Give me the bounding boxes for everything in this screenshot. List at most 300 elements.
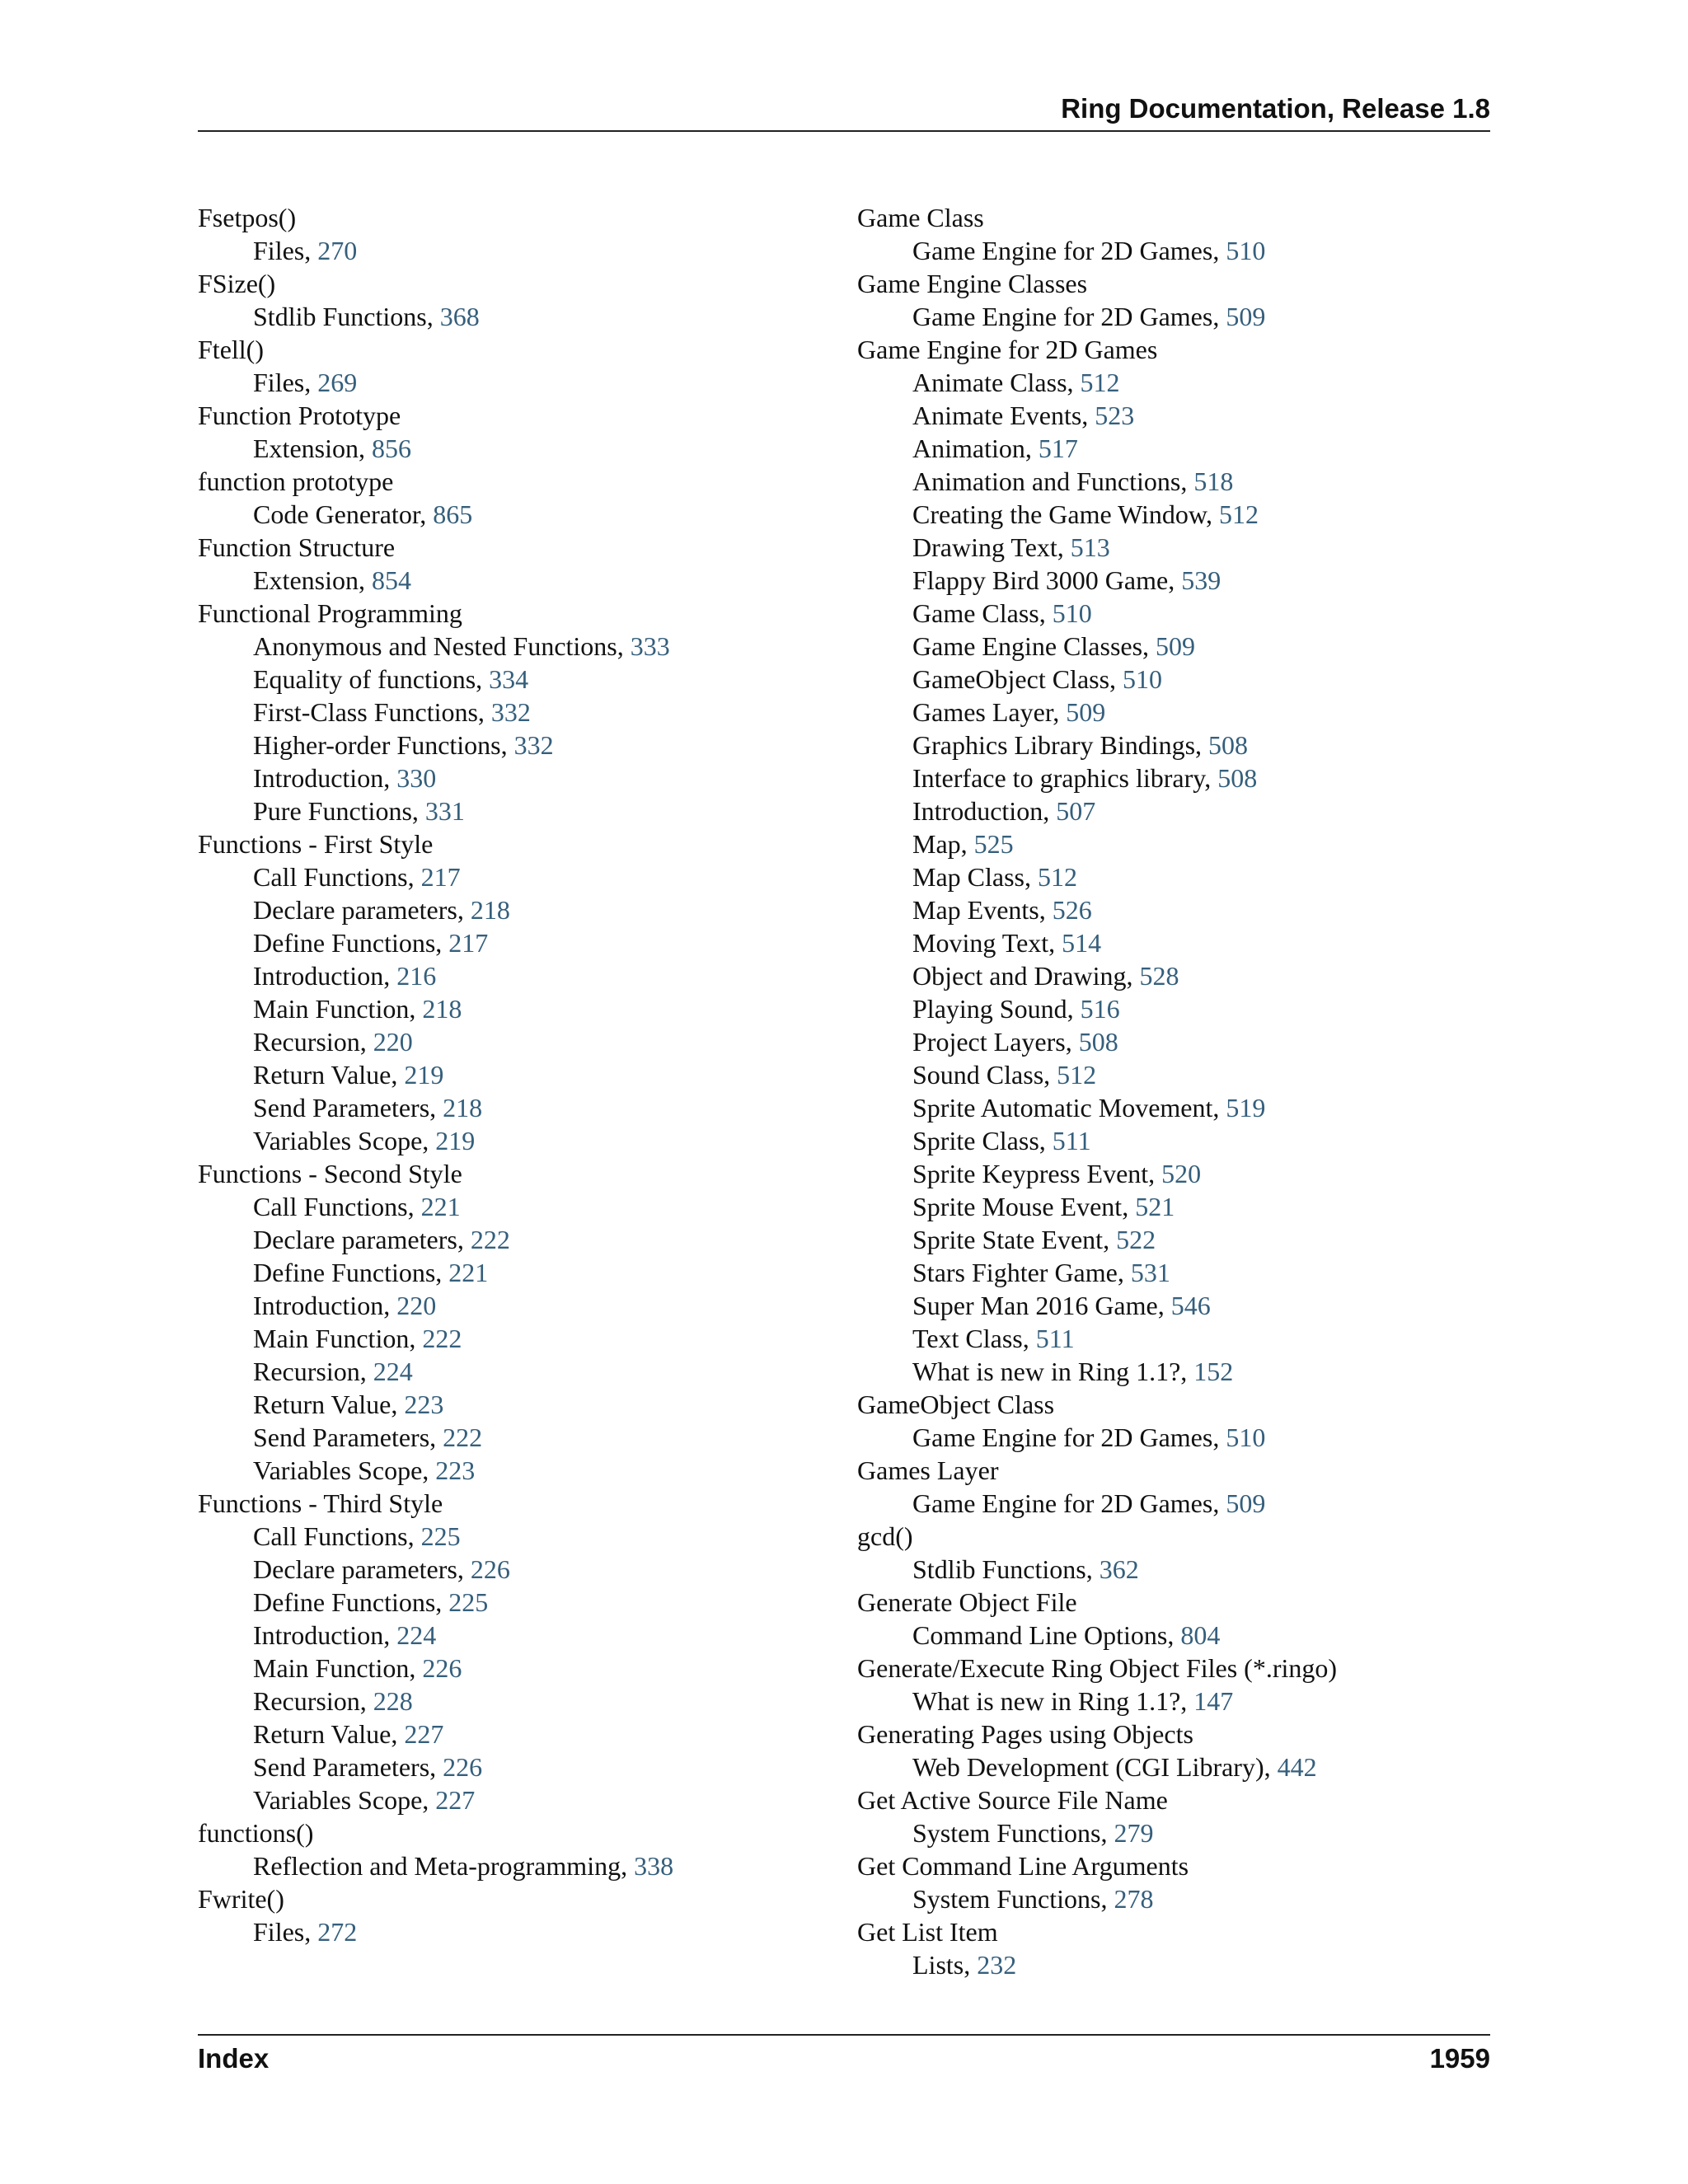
footer-rule: [198, 2034, 1490, 2036]
page-link[interactable]: 152: [1193, 1357, 1234, 1386]
subentry-label: Game Engine for 2D Games: [912, 236, 1213, 265]
subentry-separator: ,: [304, 1917, 318, 1947]
index-term: Functions - Second Style: [198, 1159, 462, 1188]
page-link[interactable]: 226: [443, 1752, 483, 1782]
footer-section: Index: [198, 2043, 270, 2074]
page-link[interactable]: 865: [433, 499, 473, 529]
index-column-right: [857, 201, 1490, 1981]
page-link[interactable]: 512: [1080, 368, 1120, 397]
subentry-separator: ,: [304, 236, 318, 265]
subentry-label: Project Layers: [912, 1027, 1066, 1057]
subentry-separator: ,: [1117, 1258, 1131, 1287]
subentry-separator: ,: [1204, 763, 1218, 793]
subentry-separator: ,: [1039, 895, 1053, 925]
index-subentry: [857, 696, 1490, 729]
running-header: [198, 92, 1490, 125]
page-link[interactable]: 218: [422, 994, 462, 1024]
subentry-separator: ,: [435, 1258, 449, 1287]
index-subentry: [857, 1553, 1490, 1586]
subentry-label: Animate Class: [912, 368, 1067, 397]
index-term: Function Prototype: [198, 401, 401, 430]
page-link[interactable]: 221: [448, 1258, 489, 1287]
subentry-separator: ,: [1180, 1357, 1194, 1386]
index-subentry: [857, 1025, 1490, 1058]
index-subentry: [857, 234, 1490, 267]
index-subentry: [857, 762, 1490, 794]
page-link[interactable]: 218: [443, 1093, 483, 1122]
page-link[interactable]: 508: [1217, 763, 1258, 793]
page-link[interactable]: 333: [630, 631, 670, 661]
index-subentry: [857, 729, 1490, 762]
index-subentry: [198, 1454, 841, 1487]
index-subentry: [857, 794, 1490, 827]
index-subentry: [198, 794, 841, 827]
page-link[interactable]: 518: [1193, 466, 1234, 496]
index-subentry: [198, 1289, 841, 1322]
subentry-label: Declare parameters: [253, 1225, 457, 1254]
index-subentry: [857, 432, 1490, 465]
index-term: Functional Programming: [198, 598, 462, 628]
index-subentry: [198, 1124, 841, 1157]
page-link[interactable]: 509: [1156, 631, 1196, 661]
page-link[interactable]: 218: [470, 895, 510, 925]
page-link[interactable]: 539: [1181, 565, 1221, 595]
index-subentry: [198, 1190, 841, 1223]
subentry-separator: ,: [411, 796, 425, 826]
running-footer: [198, 2042, 1490, 2075]
page-link[interactable]: 517: [1038, 434, 1078, 463]
page-link[interactable]: 508: [1078, 1027, 1118, 1057]
subentry-label: Define Functions: [253, 928, 436, 958]
index-subentry: [198, 1915, 841, 1948]
page-link[interactable]: 330: [396, 763, 437, 793]
page-link[interactable]: 509: [1066, 697, 1106, 727]
page-link[interactable]: 270: [317, 236, 358, 265]
subentry-label: Web Development (CGI Library): [912, 1752, 1264, 1782]
page-link[interactable]: 226: [422, 1653, 462, 1683]
subentry-label: Map Events: [912, 895, 1039, 925]
page-link[interactable]: 216: [396, 961, 437, 991]
subentry-label: Command Line Options: [912, 1620, 1168, 1650]
index-subentry: [198, 696, 841, 729]
page-link[interactable]: 220: [396, 1291, 437, 1320]
subentry-separator: ,: [1057, 532, 1071, 562]
page-link[interactable]: 510: [1052, 598, 1092, 628]
subentry-label: Moving Text: [912, 928, 1049, 958]
subentry-separator: ,: [1148, 1159, 1162, 1188]
page-link[interactable]: 332: [490, 697, 531, 727]
index-term: Generate/Execute Ring Object Files (*.ringo): [857, 1653, 1338, 1683]
index-subentry: [198, 1718, 841, 1750]
index-subentry: [857, 630, 1490, 663]
subentry-label: Game Class: [912, 598, 1039, 628]
index-term: gcd(): [857, 1521, 913, 1551]
index-term: Get Active Source File Name: [857, 1785, 1168, 1815]
index-subentry: [857, 992, 1490, 1025]
subentry-separator: ,: [617, 631, 631, 661]
page-link[interactable]: 525: [973, 829, 1014, 859]
page-link[interactable]: 856: [371, 434, 411, 463]
page-link[interactable]: 225: [420, 1521, 461, 1551]
index-subentry: [198, 729, 841, 762]
subentry-label: Send Parameters: [253, 1422, 430, 1452]
subentry-label: Object and Drawing: [912, 961, 1127, 991]
subentry-label: Sprite State Event: [912, 1225, 1104, 1254]
page-link[interactable]: 854: [371, 565, 411, 595]
subentry-separator: ,: [409, 994, 423, 1024]
subentry-label: Recursion: [253, 1027, 360, 1057]
page-link[interactable]: 512: [1057, 1060, 1097, 1090]
page-link[interactable]: 511: [1052, 1126, 1091, 1155]
index-subentry: [198, 926, 841, 959]
subentry-label: Introduction: [253, 961, 384, 991]
subentry-label: Sprite Keypress Event: [912, 1159, 1149, 1188]
page-link[interactable]: 520: [1161, 1159, 1202, 1188]
index-subentry: [857, 1289, 1490, 1322]
subentry-separator: ,: [1100, 1818, 1114, 1848]
subentry-separator: ,: [1067, 994, 1081, 1024]
index-subentry: [857, 893, 1490, 926]
index-subentry: [857, 1124, 1490, 1157]
index-subentry: [198, 1421, 841, 1454]
subentry-separator: ,: [359, 1357, 373, 1386]
page-link[interactable]: 512: [1218, 499, 1259, 529]
subentry-label: What is new in Ring 1.1?: [912, 1357, 1181, 1386]
subentry-label: Map: [912, 829, 961, 859]
subentry-label: Variables Scope: [253, 1126, 423, 1155]
subentry-separator: ,: [1212, 302, 1226, 331]
subentry-separator: ,: [383, 1291, 397, 1320]
subentry-label: Return Value: [253, 1060, 392, 1090]
page-link[interactable]: 279: [1114, 1818, 1154, 1848]
index-subentry: [198, 1355, 841, 1388]
index-term: Get Command Line Arguments: [857, 1851, 1189, 1881]
subentry-separator: ,: [426, 302, 440, 331]
subentry-label: Text Class: [912, 1324, 1023, 1353]
subentry-label: Extension: [253, 434, 359, 463]
page-link[interactable]: 512: [1038, 862, 1077, 892]
subentry-separator: ,: [1157, 1291, 1171, 1320]
index-subentry: [198, 1619, 841, 1652]
index-subentry: [857, 860, 1490, 893]
page-link[interactable]: 224: [396, 1620, 437, 1650]
subentry-separator: ,: [1212, 1488, 1226, 1518]
subentry-separator: ,: [1067, 368, 1081, 397]
subentry-label: Game Engine Classes: [912, 631, 1143, 661]
page-link[interactable]: 217: [420, 862, 461, 892]
page-link[interactable]: 222: [443, 1422, 483, 1452]
subentry-separator: ,: [429, 1093, 443, 1122]
subentry-label: Animate Events: [912, 401, 1082, 430]
subentry-separator: ,: [621, 1851, 635, 1881]
page-link[interactable]: 509: [1226, 302, 1266, 331]
page-link[interactable]: 511: [1035, 1324, 1075, 1353]
subentry-separator: ,: [383, 961, 397, 991]
index-subentry: [857, 1256, 1490, 1289]
page-link[interactable]: 223: [435, 1455, 476, 1485]
subentry-separator: ,: [1109, 664, 1123, 694]
index-subentry: [198, 959, 841, 992]
subentry-separator: ,: [1025, 434, 1039, 463]
subentry-label: Main Function: [253, 994, 410, 1024]
subentry-separator: ,: [1180, 466, 1194, 496]
index-subentry: [857, 1619, 1490, 1652]
subentry-label: Stars Fighter Game: [912, 1258, 1118, 1287]
subentry-label: Reflection and Meta-programming: [253, 1851, 621, 1881]
page-link[interactable]: 217: [448, 928, 489, 958]
index-subentry: [198, 1685, 841, 1718]
subentry-label: Call Functions: [253, 1192, 408, 1221]
index-term: GameObject Class: [857, 1390, 1055, 1419]
subentry-separator: ,: [1126, 961, 1140, 991]
subentry-label: Game Engine for 2D Games: [912, 1488, 1213, 1518]
subentry-label: Variables Scope: [253, 1785, 423, 1815]
index-subentry: [198, 432, 841, 465]
index-subentry: [198, 860, 841, 893]
page-link[interactable]: 510: [1123, 664, 1163, 694]
subentry-separator: ,: [1065, 1027, 1079, 1057]
page-link[interactable]: 507: [1056, 796, 1096, 826]
index-subentry: [198, 1256, 841, 1289]
page-link[interactable]: 221: [420, 1192, 461, 1221]
page-link[interactable]: 521: [1135, 1192, 1175, 1221]
page-link[interactable]: 278: [1114, 1884, 1154, 1914]
page-link[interactable]: 227: [435, 1785, 476, 1815]
subentry-label: Sprite Mouse Event: [912, 1192, 1123, 1221]
page-link[interactable]: 220: [373, 1027, 413, 1057]
subentry-separator: ,: [1103, 1225, 1117, 1254]
subentry-label: Declare parameters: [253, 895, 457, 925]
subentry-separator: ,: [1212, 236, 1226, 265]
subentry-separator: ,: [1053, 697, 1067, 727]
subentry-separator: ,: [429, 1752, 443, 1782]
index-term: Fsetpos(): [198, 203, 297, 232]
subentry-label: Graphics Library Bindings: [912, 730, 1196, 760]
subentry-label: Drawing Text: [912, 532, 1057, 562]
index-column-left: [198, 201, 841, 1948]
index-subentry: [857, 1882, 1490, 1915]
index-subentry: [198, 1553, 841, 1586]
page-link[interactable]: 528: [1139, 961, 1179, 991]
page-link[interactable]: 228: [373, 1686, 413, 1716]
index-subentry: [198, 1322, 841, 1355]
subentry-separator: ,: [383, 763, 397, 793]
page-link[interactable]: 522: [1116, 1225, 1156, 1254]
subentry-label: Games Layer: [912, 697, 1053, 727]
subentry-separator: ,: [1025, 862, 1038, 892]
index-subentry: [857, 1058, 1490, 1091]
index-term: Get List Item: [857, 1917, 998, 1947]
subentry-label: Sprite Class: [912, 1126, 1039, 1155]
subentry-separator: ,: [964, 1950, 978, 1980]
index-term: functions(): [198, 1818, 314, 1848]
subentry-separator: ,: [407, 862, 421, 892]
page-link[interactable]: 224: [373, 1357, 413, 1386]
page-link[interactable]: 332: [513, 730, 554, 760]
page-link[interactable]: 362: [1099, 1554, 1139, 1584]
index-term: Game Engine for 2D Games: [857, 335, 1158, 364]
page-link[interactable]: 368: [439, 302, 480, 331]
index-subentry: [198, 1783, 841, 1816]
page-link[interactable]: 514: [1062, 928, 1102, 958]
subentry-separator: ,: [1195, 730, 1209, 760]
index-subentry: [857, 1223, 1490, 1256]
index-term: Generate Object File: [857, 1587, 1077, 1617]
subentry-label: Define Functions: [253, 1258, 436, 1287]
page-link[interactable]: 222: [470, 1225, 510, 1254]
page-link[interactable]: 531: [1130, 1258, 1170, 1287]
subentry-label: Interface to graphics library: [912, 763, 1205, 793]
page-link[interactable]: 519: [1226, 1093, 1266, 1122]
page-link[interactable]: 513: [1070, 532, 1110, 562]
subentry-separator: ,: [500, 730, 514, 760]
index-subentry: [857, 366, 1490, 399]
page-link[interactable]: 338: [634, 1851, 674, 1881]
footer-page-number: 1959: [1429, 2043, 1490, 2074]
subentry-separator: ,: [1205, 499, 1219, 529]
subentry-label: Introduction: [912, 796, 1043, 826]
index-subentry: [857, 1421, 1490, 1454]
subentry-separator: ,: [1212, 1093, 1226, 1122]
subentry-label: Send Parameters: [253, 1093, 430, 1122]
subentry-separator: ,: [1100, 1884, 1114, 1914]
subentry-label: Call Functions: [253, 1521, 408, 1551]
page-link[interactable]: 226: [470, 1554, 510, 1584]
page-link[interactable]: 442: [1277, 1752, 1317, 1782]
subentry-separator: ,: [383, 1620, 397, 1650]
index-term: function prototype: [198, 466, 394, 496]
subentry-label: Super Man 2016 Game: [912, 1291, 1158, 1320]
page-link[interactable]: 269: [317, 368, 358, 397]
index-term: Ftell(): [198, 335, 264, 364]
page-link[interactable]: 510: [1226, 236, 1266, 265]
page-link[interactable]: 804: [1180, 1620, 1221, 1650]
subentry-separator: ,: [960, 829, 974, 859]
subentry-separator: ,: [1043, 796, 1057, 826]
page-link[interactable]: 546: [1170, 1291, 1211, 1320]
subentry-label: First-Class Functions: [253, 697, 478, 727]
subentry-separator: ,: [1122, 1192, 1136, 1221]
subentry-separator: ,: [1180, 1686, 1194, 1716]
index-term: Games Layer: [857, 1455, 999, 1485]
subentry-label: Recursion: [253, 1357, 360, 1386]
index-subentry: [198, 1849, 841, 1882]
subentry-label: Files: [253, 236, 305, 265]
subentry-label: Pure Functions: [253, 796, 412, 826]
index-subentry: [198, 992, 841, 1025]
page-link[interactable]: 232: [977, 1950, 1017, 1980]
subentry-separator: ,: [407, 1192, 421, 1221]
index-subentry: [857, 1685, 1490, 1718]
subentry-separator: ,: [1039, 1126, 1053, 1155]
page-link[interactable]: 223: [404, 1390, 444, 1419]
subentry-label: System Functions: [912, 1818, 1101, 1848]
subentry-label: Files: [253, 1917, 305, 1947]
index-subentry: [198, 630, 841, 663]
subentry-label: Variables Scope: [253, 1455, 423, 1485]
subentry-separator: ,: [391, 1390, 405, 1419]
page-link[interactable]: 219: [404, 1060, 444, 1090]
index-subentry: [857, 498, 1490, 531]
page-link[interactable]: 225: [448, 1587, 489, 1617]
subentry-separator: ,: [476, 664, 490, 694]
subentry-label: Game Engine for 2D Games: [912, 302, 1213, 331]
subentry-separator: ,: [422, 1785, 436, 1815]
subentry-label: Stdlib Functions: [912, 1554, 1086, 1584]
subentry-separator: ,: [1048, 928, 1062, 958]
subentry-label: Return Value: [253, 1719, 392, 1749]
index-subentry: [198, 1058, 841, 1091]
subentry-separator: ,: [358, 434, 372, 463]
index-subentry: [857, 926, 1490, 959]
page-link[interactable]: 508: [1208, 730, 1249, 760]
subentry-label: Main Function: [253, 1653, 410, 1683]
index-term: Fwrite(): [198, 1884, 284, 1914]
index-subentry: [198, 1520, 841, 1553]
page-link[interactable]: 272: [317, 1917, 358, 1947]
page-link[interactable]: 526: [1052, 895, 1092, 925]
subentry-separator: ,: [358, 565, 372, 595]
subentry-separator: ,: [304, 368, 318, 397]
subentry-separator: ,: [407, 1521, 421, 1551]
subentry-separator: ,: [359, 1686, 373, 1716]
subentry-label: Main Function: [253, 1324, 410, 1353]
index-term: Game Engine Classes: [857, 269, 1088, 298]
subentry-separator: ,: [422, 1455, 436, 1485]
page-link[interactable]: 147: [1193, 1686, 1234, 1716]
page-link[interactable]: 222: [422, 1324, 462, 1353]
subentry-separator: ,: [429, 1422, 443, 1452]
index-subentry: [857, 1190, 1490, 1223]
subentry-label: Files: [253, 368, 305, 397]
index-subentry: [857, 1750, 1490, 1783]
page-link[interactable]: 219: [435, 1126, 476, 1155]
page-link[interactable]: 516: [1080, 994, 1120, 1024]
page-link[interactable]: 510: [1226, 1422, 1266, 1452]
page-link[interactable]: 227: [404, 1719, 444, 1749]
subentry-label: Code Generator: [253, 499, 420, 529]
subentry-separator: ,: [435, 1587, 449, 1617]
subentry-separator: ,: [391, 1060, 405, 1090]
subentry-separator: ,: [422, 1126, 436, 1155]
index-term: Generating Pages using Objects: [857, 1719, 1193, 1749]
subentry-label: System Functions: [912, 1884, 1101, 1914]
subentry-separator: ,: [457, 895, 471, 925]
index-subentry: [198, 1025, 841, 1058]
subentry-label: Stdlib Functions: [253, 302, 427, 331]
subentry-separator: ,: [359, 1027, 373, 1057]
subentry-label: Creating the Game Window: [912, 499, 1206, 529]
index-subentry: [198, 762, 841, 794]
index-subentry: [857, 1816, 1490, 1849]
index-subentry: [857, 1157, 1490, 1190]
page-link[interactable]: 509: [1226, 1488, 1266, 1518]
index-subentry: [857, 1091, 1490, 1124]
index-subentry: [857, 1355, 1490, 1388]
subentry-label: Anonymous and Nested Functions: [253, 631, 617, 661]
subentry-separator: ,: [1085, 1554, 1100, 1584]
page-link[interactable]: 523: [1095, 401, 1135, 430]
page-link[interactable]: 331: [424, 796, 465, 826]
index-subentry: [198, 1223, 841, 1256]
index-subentry: [198, 1388, 841, 1421]
subentry-separator: ,: [435, 928, 449, 958]
subentry-label: Return Value: [253, 1390, 392, 1419]
document-title: Ring Documentation, Release 1.8: [1061, 93, 1490, 124]
page-link[interactable]: 334: [489, 664, 529, 694]
index-subentry: [198, 663, 841, 696]
index-subentry: [198, 1586, 841, 1619]
